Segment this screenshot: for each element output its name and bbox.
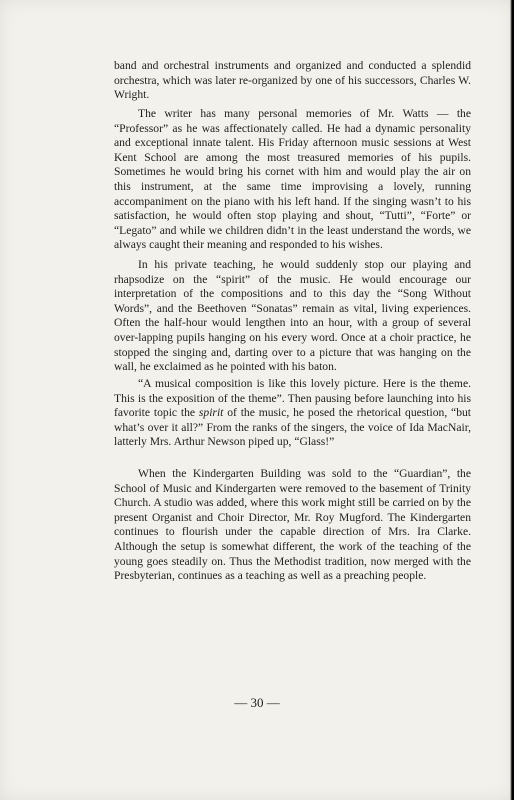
paragraph-1 — [114, 59, 471, 103]
paragraph-5-text: When the Kindergarten Building was sold to the “Guardian”, the School of Music and Kindergarten were removed to the basement of Trinity Church. A studio was added, where this work might still be carried on by the present Organist and Choir Director, Mr. Roy Mugford. The Kindergarten continues to flourish under the capable direction of Mrs. Ira Clarke. Although the setup is somewhat different, the work of the teaching of the young goes steadily on. Thus the Methodist tradition, now merged with the Presbyterian, continues as a teaching as well as a preaching people. — [114, 467, 471, 583]
paragraph-4-italic-word: spirit — [198, 406, 224, 420]
paragraph-4 — [114, 377, 471, 450]
paragraph-2-text: The writer has many personal memories of Mr. Watts — the “Professor” as he was affectionately called. He had a dynamic personality and exceptional innate talent. His Friday afternoon music sessions at West Kent School are among the most treasured memories of his pupils. Sometimes he would bring his cornet with him and would play the air on this instrument, at the same time improvising a lovely, running accompaniment on the piano with his left hand. If the singing wasn’t to his satisfaction, he would often stop playing and shout, “Tutti”, “Forte” or “Legato” and while we children didn’t in the least understand the words, we always caught their meaning and responded to his wishes. — [114, 107, 471, 252]
paragraph-2 — [114, 107, 471, 253]
scan-edge-shadow — [510, 0, 514, 800]
paragraph-4-text-start: “A musical composition is like this lovely picture. Here is the theme. This is the exposition of the theme”. Then pausing before launching into his favorite topic the — [114, 377, 471, 420]
paragraph-1-text: band and orchestral instruments and organized and conducted a splendid orchestra, which was later re-organized by one of his successors, Charles W. Wright. — [114, 59, 471, 102]
paragraph-3 — [114, 258, 471, 375]
paragraph-3-text: In his private teaching, he would suddenly stop our playing and rhapsodize on the “spirit” of the music. He would encourage our interpretation of the compositions and to this day the “Song Without Words”, and the Beethoven “Sonatas” remain as vital, living experiences. Often the half-hour would lengthen into an hour, with a group of several over-lapping pupils hanging on his every word. Once at a choir practice, he stopped the singing and, darting over to a picture that was hanging on the wall, he exclaimed as he pointed with his baton. — [114, 258, 471, 374]
paragraph-4-text-end: of the music, he posed the rhetorical question, “but what’s over it all?” From the ranks of the singers, the voice of Ida MacNair, latterly Mrs. Arthur Newson piped up, “Glass!” — [114, 406, 472, 449]
page-number: — 30 — — [234, 695, 280, 710]
paragraph-5 — [114, 467, 471, 584]
paragraph-4-text — [114, 377, 471, 450]
